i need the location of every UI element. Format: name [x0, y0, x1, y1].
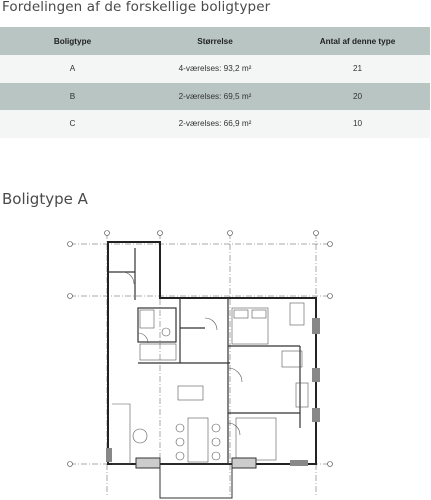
column-header-count: Antal af denne type [285, 27, 430, 55]
floor-plan-drawing [0, 228, 431, 500]
cell-count: 21 [285, 55, 430, 83]
cell-size: 4-værelses: 93,2 m² [145, 55, 285, 83]
cell-type: C [0, 110, 145, 138]
cell-count: 20 [285, 83, 430, 111]
section-title-type-a: Boligtype A [2, 190, 88, 208]
column-header-type: Boligtype [0, 27, 145, 55]
balcony [136, 458, 256, 498]
table-row [0, 110, 430, 138]
section-title-distribution: Fordelingen af de forskellige boligtyper [2, 0, 271, 15]
cell-count: 10 [285, 110, 430, 138]
table-row [0, 83, 430, 111]
apartment-type-table [0, 27, 430, 138]
exterior-walls [108, 242, 316, 464]
cell-size: 2-værelses: 66,9 m² [145, 110, 285, 138]
cell-type: A [0, 55, 145, 83]
interior-walls [108, 248, 300, 464]
cell-type: B [0, 83, 145, 111]
table-header-row [0, 27, 430, 55]
cell-size: 2-værelses: 69,5 m² [145, 83, 285, 111]
column-header-size: Størrelse [145, 27, 285, 55]
furniture [112, 303, 308, 464]
bedroom-bed [232, 308, 268, 344]
table-row [0, 55, 430, 83]
